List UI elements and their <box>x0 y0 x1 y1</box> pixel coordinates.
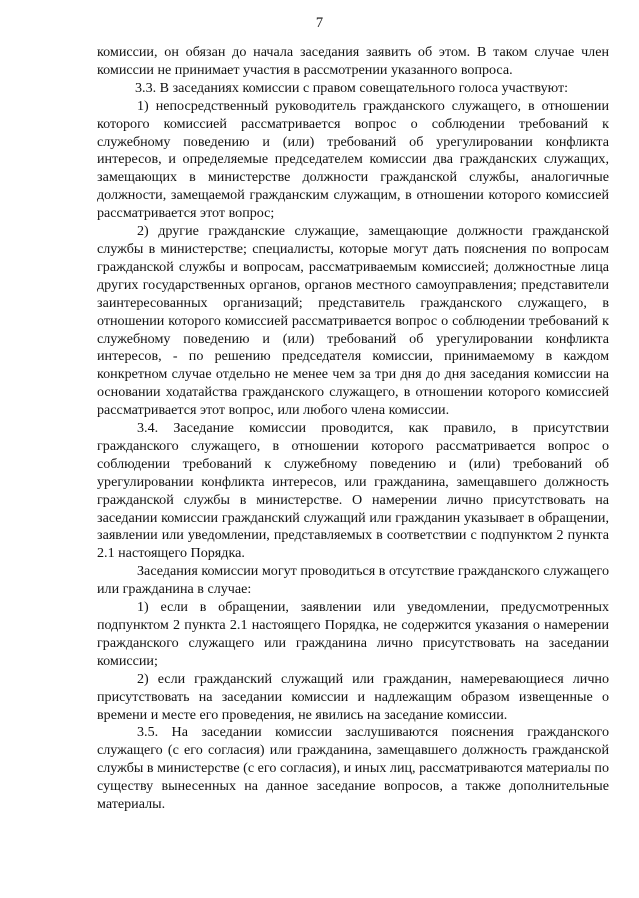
paragraph-3-5: 3.5. На заседании комиссии заслушиваются пояснения гражданского служащего (с его согласия) или гражданина, замещавшего должность гражданской службы в министерстве (с его согласия), и иных лиц, рассматриваются материалы по существу вынесенных на данное заседание вопросов, а также дополнительные материалы. <box>97 724 609 813</box>
paragraph-continuation: комиссии, он обязан до начала заседания заявить об этом. В таком случае член комиссии не принимает участия в рассмотрении указанного вопроса. <box>97 44 609 78</box>
paragraph-3-3-item-2: 2) другие гражданские служащие, замещающие должности гражданской службы в министерстве; специалисты, которые могут дать пояснения по вопросам гражданской службы и вопросам, рассматриваемым комиссией; должностные лица других государственных органов, органов местного самоуправления; представители заинтересованных организаций; представитель гражданского служащего, в отношении которого комиссией рассматривается вопрос о соблюдении требований к служебному поведению и (или) требований об урегулировании конфликта интересов, - по решению председателя комиссии, принимаемому в каждом конкретном случае отдельно не менее чем за три дня до дня заседания комиссии на основании ходатайства гражданского служащего, в отношении которого комиссией рассматривается этот вопрос, или любого члена комиссии. <box>97 223 609 419</box>
paragraph-absence-item-2: 2) если гражданский служащий или гражданин, намеревающиеся лично присутствовать на заседании комиссии и надлежащим образом извещенные о времени и месте его проведения, не явились на заседание комиссии. <box>97 670 609 723</box>
paragraph-absence-item-1: 1) если в обращении, заявлении или уведомлении, предусмотренных подпунктом 2 пункта 2.1 настоящего Порядка, не содержится указания о намерении гражданского служащего или гражданина лично присутствовать на заседании комиссии; <box>97 599 609 669</box>
paragraph-absence-cases: Заседания комиссии могут проводиться в отсутствие гражданского служащего или гражданина в случае: <box>97 563 609 598</box>
page-number: 7 <box>315 15 324 31</box>
paragraph-3-3: 3.3. В заседаниях комиссии с правом совещательного голоса участвуют: <box>135 79 569 96</box>
document-body <box>97 44 609 814</box>
paragraph-3-3-item-1: 1) непосредственный руководитель гражданского служащего, в отношении которого комиссией рассматривается вопрос о соблюдении требований к служебному поведению и (или) требований об урегулировании конфликта интересов, и определяемые председателем комиссии два гражданских служащих, замещающих в министерстве должности гражданской службы, аналогичные должности, замещаемой гражданским служащим, в отношении которого комиссией рассматривается этот вопрос; <box>97 97 609 222</box>
paragraph-3-4: 3.4. Заседание комиссии проводится, как правило, в присутствии гражданского служащего, в отношении которого рассматривается вопрос о соблюдении требований к служебному поведению и (или) требований об урегулировании конфликта интересов, или гражданина, замещавшего должность гражданской службы в министерстве. О намерении лично присутствовать на заседании комиссии гражданский служащий или гражданин указывает в обращении, заявлении или уведомлении, представляемых в соответствии с подпунктом 2 пункта 2.1 настоящего Порядка. <box>97 420 609 562</box>
